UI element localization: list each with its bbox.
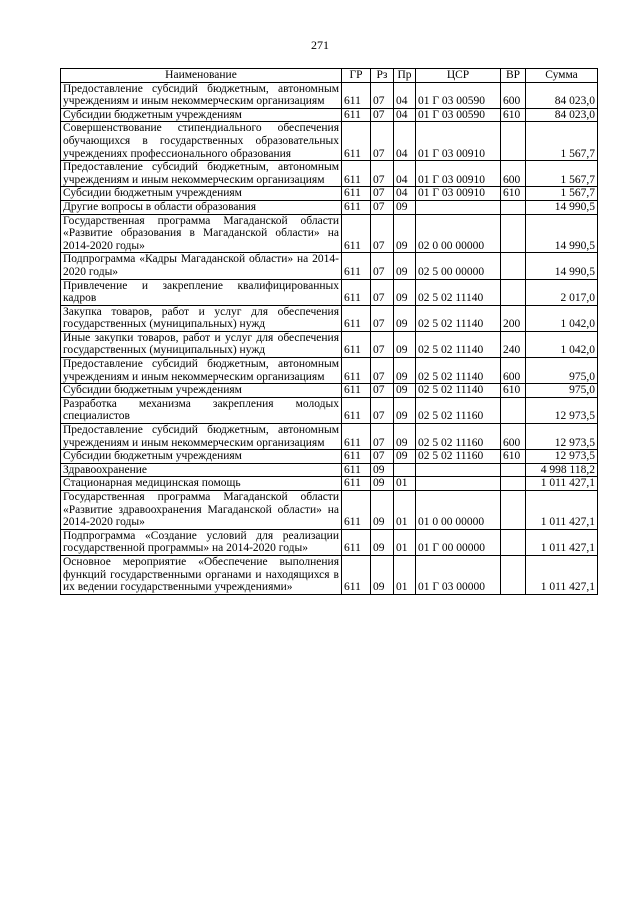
cell-name: Государственная программа Магаданской области «Развитие здравоохранения Магаданской области» на 2014-2020 годы» (61, 491, 342, 530)
table-row (61, 253, 598, 279)
cell-csr: 02 5 02 11160 (416, 450, 501, 464)
table-row (61, 214, 598, 253)
cell-pr: 09 (394, 331, 416, 357)
cell-gr: 611 (342, 108, 371, 122)
cell-gr: 611 (342, 424, 371, 450)
cell-csr: 01 Г 03 00590 (416, 108, 501, 122)
table-row (61, 450, 598, 464)
cell-sum: 4 998 118,2 (526, 463, 598, 477)
cell-sum: 1 567,7 (526, 187, 598, 201)
cell-pr: 09 (394, 424, 416, 450)
cell-sum: 1 567,7 (526, 122, 598, 161)
cell-sum: 2 017,0 (526, 279, 598, 305)
cell-vr: 610 (501, 108, 526, 122)
cell-gr: 611 (342, 384, 371, 398)
cell-sum: 14 990,5 (526, 200, 598, 214)
cell-vr: 600 (501, 358, 526, 384)
cell-sum: 14 990,5 (526, 214, 598, 253)
cell-gr: 611 (342, 477, 371, 491)
cell-rz: 09 (371, 555, 394, 594)
cell-vr: 600 (501, 424, 526, 450)
cell-gr: 611 (342, 279, 371, 305)
table-row (61, 82, 598, 108)
cell-vr: 600 (501, 161, 526, 187)
table-row (61, 463, 598, 477)
cell-name: Подпрограмма «Кадры Магаданской области» на 2014-2020 годы» (61, 253, 342, 279)
cell-rz: 07 (371, 253, 394, 279)
cell-rz: 09 (371, 529, 394, 555)
cell-pr: 01 (394, 477, 416, 491)
cell-pr: 04 (394, 187, 416, 201)
cell-vr (501, 529, 526, 555)
cell-csr (416, 200, 501, 214)
cell-pr: 01 (394, 555, 416, 594)
cell-vr (501, 463, 526, 477)
cell-csr: 01 Г 03 00910 (416, 187, 501, 201)
cell-sum: 1 567,7 (526, 161, 598, 187)
cell-vr (501, 491, 526, 530)
cell-vr (501, 397, 526, 423)
cell-rz: 07 (371, 424, 394, 450)
table-row (61, 279, 598, 305)
cell-rz: 07 (371, 331, 394, 357)
cell-rz: 07 (371, 82, 394, 108)
page-number: 271 (311, 38, 329, 52)
cell-name: Здравоохранение (61, 463, 342, 477)
cell-pr: 04 (394, 108, 416, 122)
cell-pr: 09 (394, 450, 416, 464)
cell-csr (416, 477, 501, 491)
cell-name: Государственная программа Магаданской области «Развитие образования в Магаданской области» на 2014-2020 годы» (61, 214, 342, 253)
cell-rz: 07 (371, 214, 394, 253)
cell-name: Разработка механизма закрепления молодых специалистов (61, 397, 342, 423)
cell-pr: 09 (394, 397, 416, 423)
cell-csr: 02 0 00 00000 (416, 214, 501, 253)
budget-table (60, 68, 598, 595)
cell-rz: 07 (371, 358, 394, 384)
cell-csr: 01 Г 03 00590 (416, 82, 501, 108)
cell-sum: 975,0 (526, 358, 598, 384)
table-row (61, 477, 598, 491)
cell-pr: 01 (394, 529, 416, 555)
cell-vr (501, 555, 526, 594)
cell-vr (501, 122, 526, 161)
cell-rz: 07 (371, 108, 394, 122)
cell-csr: 02 5 02 11140 (416, 358, 501, 384)
cell-csr: 02 5 00 00000 (416, 253, 501, 279)
cell-pr: 09 (394, 253, 416, 279)
cell-name: Совершенствование стипендиального обеспечения обучающихся в государственных образовательных учреждениях профессионального образования (61, 122, 342, 161)
cell-name: Предоставление субсидий бюджетным, автономным учреждениям и иным некоммерческим организациям (61, 161, 342, 187)
cell-sum: 12 973,5 (526, 450, 598, 464)
table-row (61, 397, 598, 423)
cell-pr (394, 463, 416, 477)
header-pr: Пр (394, 69, 416, 83)
table-row (61, 108, 598, 122)
cell-gr: 611 (342, 331, 371, 357)
table-row (61, 187, 598, 201)
cell-sum: 1 011 427,1 (526, 555, 598, 594)
cell-sum: 1 011 427,1 (526, 529, 598, 555)
cell-vr (501, 200, 526, 214)
cell-pr: 09 (394, 200, 416, 214)
cell-csr (416, 463, 501, 477)
cell-rz: 09 (371, 463, 394, 477)
cell-rz: 07 (371, 187, 394, 201)
cell-rz: 07 (371, 200, 394, 214)
cell-sum: 12 973,5 (526, 397, 598, 423)
cell-sum: 84 023,0 (526, 82, 598, 108)
cell-gr: 611 (342, 122, 371, 161)
cell-vr (501, 279, 526, 305)
cell-sum: 975,0 (526, 384, 598, 398)
cell-gr: 611 (342, 491, 371, 530)
cell-csr: 01 Г 03 00910 (416, 161, 501, 187)
cell-gr: 611 (342, 397, 371, 423)
cell-gr: 611 (342, 305, 371, 331)
table-row (61, 331, 598, 357)
cell-name: Предоставление субсидий бюджетным, автономным учреждениям и иным некоммерческим организациям (61, 82, 342, 108)
cell-vr (501, 477, 526, 491)
cell-pr: 01 (394, 491, 416, 530)
cell-csr: 01 Г 03 00910 (416, 122, 501, 161)
cell-gr: 611 (342, 187, 371, 201)
cell-name: Стационарная медицинская помощь (61, 477, 342, 491)
cell-gr: 611 (342, 555, 371, 594)
cell-csr: 01 Г 00 00000 (416, 529, 501, 555)
table-row (61, 529, 598, 555)
table-row (61, 384, 598, 398)
cell-gr: 611 (342, 358, 371, 384)
cell-rz: 09 (371, 477, 394, 491)
cell-pr: 04 (394, 82, 416, 108)
cell-gr: 611 (342, 529, 371, 555)
cell-gr: 611 (342, 82, 371, 108)
cell-gr: 611 (342, 214, 371, 253)
cell-pr: 09 (394, 358, 416, 384)
cell-pr: 04 (394, 122, 416, 161)
cell-csr: 02 5 02 11140 (416, 279, 501, 305)
cell-name: Предоставление субсидий бюджетным, автономным учреждениям и иным некоммерческим организациям (61, 424, 342, 450)
cell-csr: 02 5 02 11160 (416, 397, 501, 423)
cell-gr: 611 (342, 450, 371, 464)
cell-name: Закупка товаров, работ и услуг для обеспечения государственных (муниципальных) нужд (61, 305, 342, 331)
cell-pr: 09 (394, 214, 416, 253)
cell-rz: 09 (371, 491, 394, 530)
cell-vr: 610 (501, 384, 526, 398)
cell-name: Субсидии бюджетным учреждениям (61, 187, 342, 201)
cell-csr: 02 5 02 11140 (416, 384, 501, 398)
cell-rz: 07 (371, 279, 394, 305)
cell-csr: 01 Г 03 00000 (416, 555, 501, 594)
cell-vr: 200 (501, 305, 526, 331)
table-row (61, 122, 598, 161)
cell-csr: 02 5 02 11140 (416, 305, 501, 331)
cell-name: Подпрограмма «Создание условий для реализации государственной программы» на 2014-2020 годы» (61, 529, 342, 555)
cell-vr: 610 (501, 187, 526, 201)
cell-name: Предоставление субсидий бюджетным, автономным учреждениям и иным некоммерческим организациям (61, 358, 342, 384)
cell-sum: 14 990,5 (526, 253, 598, 279)
cell-sum: 12 973,5 (526, 424, 598, 450)
table-header-row (61, 69, 598, 83)
cell-rz: 07 (371, 122, 394, 161)
cell-pr: 09 (394, 384, 416, 398)
cell-name: Иные закупки товаров, работ и услуг для обеспечения государственных (муниципальных) нужд (61, 331, 342, 357)
cell-gr: 611 (342, 253, 371, 279)
table-row (61, 200, 598, 214)
cell-rz: 07 (371, 161, 394, 187)
cell-rz: 07 (371, 450, 394, 464)
cell-gr: 611 (342, 463, 371, 477)
cell-sum: 1 011 427,1 (526, 491, 598, 530)
cell-vr (501, 253, 526, 279)
cell-name: Основное мероприятие «Обеспечение выполнения функций государственными органами и находящихся в их ведении государственными учреждениями» (61, 555, 342, 594)
table-body (61, 82, 598, 594)
header-vr: ВР (501, 69, 526, 83)
table-row (61, 555, 598, 594)
cell-pr: 04 (394, 161, 416, 187)
cell-name: Другие вопросы в области образования (61, 200, 342, 214)
cell-vr (501, 214, 526, 253)
cell-vr: 240 (501, 331, 526, 357)
cell-gr: 611 (342, 161, 371, 187)
header-name: Наименование (61, 69, 342, 83)
cell-csr: 02 5 02 11160 (416, 424, 501, 450)
cell-sum: 1 042,0 (526, 305, 598, 331)
cell-pr: 09 (394, 305, 416, 331)
table-row (61, 491, 598, 530)
table-row (61, 161, 598, 187)
cell-csr: 01 0 00 00000 (416, 491, 501, 530)
table-row (61, 305, 598, 331)
cell-name: Субсидии бюджетным учреждениям (61, 384, 342, 398)
cell-gr: 611 (342, 200, 371, 214)
header-sum: Сумма (526, 69, 598, 83)
cell-rz: 07 (371, 384, 394, 398)
cell-name: Субсидии бюджетным учреждениям (61, 108, 342, 122)
cell-name: Субсидии бюджетным учреждениям (61, 450, 342, 464)
header-csr: ЦСР (416, 69, 501, 83)
cell-sum: 84 023,0 (526, 108, 598, 122)
cell-vr: 600 (501, 82, 526, 108)
cell-csr: 02 5 02 11140 (416, 331, 501, 357)
cell-name: Привлечение и закрепление квалифицированных кадров (61, 279, 342, 305)
cell-vr: 610 (501, 450, 526, 464)
cell-pr: 09 (394, 279, 416, 305)
cell-rz: 07 (371, 305, 394, 331)
cell-sum: 1 011 427,1 (526, 477, 598, 491)
cell-sum: 1 042,0 (526, 331, 598, 357)
cell-rz: 07 (371, 397, 394, 423)
header-gr: ГР (342, 69, 371, 83)
header-rz: Рз (371, 69, 394, 83)
table-row (61, 358, 598, 384)
table-row (61, 424, 598, 450)
